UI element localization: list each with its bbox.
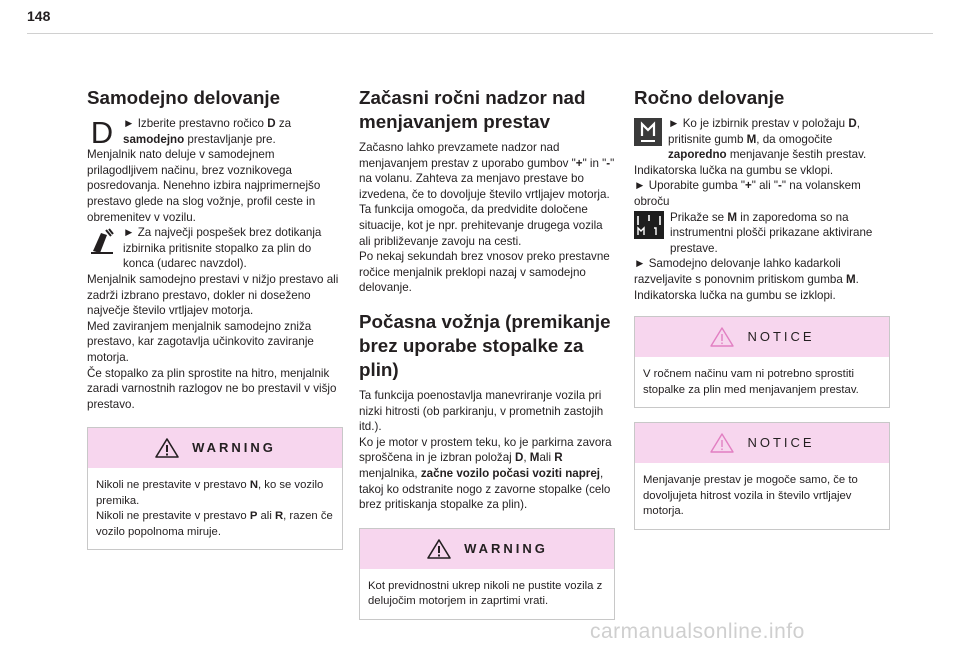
column-automatic-operation xyxy=(87,78,343,550)
warning-triangle-icon xyxy=(154,437,180,459)
paragraph-use-paddles: ► Uporabite gumba "+" ali "-" na volanskem obroču xyxy=(634,179,861,208)
notice-text: V ročnem načinu vam ni potrebno sprostiti stopalke za plin med menjavanjem prestav. xyxy=(643,368,859,396)
paragraph-display-gear: Prikaže se M in zaporedoma so na instrumentni plošči prikazane aktivirane prestave. xyxy=(634,210,890,257)
notice-header: NOTICE xyxy=(635,423,889,463)
paragraph-press-m: ► Ko je izbirnik prestav v položaju D, pritisnite gumb M, da omogočite zaporedno menjavanje šestih prestav. xyxy=(634,116,890,163)
paragraph-anticipate: Ta funkcija omogoča, da predvidite določene situacije, kot je npr. prehitevanje drugega vozila ali približevanje zavoju na cesti. xyxy=(359,203,603,248)
notice-box xyxy=(634,422,890,530)
notice-triangle-icon xyxy=(709,432,735,454)
paragraph-light-off: Indikatorska lučka na gumbu se izklopi. xyxy=(634,288,836,302)
m-button-icon xyxy=(634,118,662,151)
paragraph-select-d: D ► Izberite prestavno ročico D za samodejno prestavljanje pre. xyxy=(87,116,343,147)
paragraph-return-auto: Po nekaj sekundah brez vnosov preko prestavne ročice menjalnik preklopi nazaj v samodejno delovanje. xyxy=(359,250,610,295)
paragraph-engine-braking: Med zaviranjem menjalnik samodejno zniža prestavo, kar zagotavlja učinkovito zaviranje motorja. xyxy=(87,319,314,364)
notice-triangle-icon xyxy=(709,326,735,348)
paragraph-cancel-manual: ► Samodejno delovanje lahko kadarkoli razveljavite s ponovnim pritiskom gumba M. xyxy=(634,257,859,286)
notice-text: Menjavanje prestav je mogoče samo, če to dovoljujeta hitrost vozila in število vrtljajev motorja. xyxy=(643,474,858,518)
section-title-temporary-manual: Začasni ročni nadzor nad menjavanjem prestav xyxy=(359,87,586,132)
drive-d-icon: D xyxy=(90,115,114,150)
paragraph-light-on: Indikatorska lučka na gumbu se vklopi. xyxy=(634,163,834,177)
warning-box xyxy=(359,528,615,620)
warning-header: WARNING xyxy=(88,428,342,468)
warning-text: Kot previdnostni ukrep nikoli ne pustite vozila z delujočim motorjem in zaprtimi vrati. xyxy=(368,579,603,608)
notice-box xyxy=(634,316,890,408)
notice-header: NOTICE xyxy=(635,317,889,357)
paragraph-low-speed: Ta funkcija poenostavlja manevriranje vozila pri nizki hitrosti (ob parkiranju, v prometnih zastojih itd.). xyxy=(359,388,604,434)
section-title-automatic: Samodejno delovanje xyxy=(87,87,281,108)
section-title-manual: Ročno delovanje xyxy=(634,87,785,108)
warning-text: Nikoli ne prestavite v prestavo N, ko se vozilo premika. Nikoli ne prestavite v prestavo P ali R, razen če vozilo popolnoma miruje. xyxy=(96,479,333,538)
column-manual-operation xyxy=(634,78,890,530)
paragraph-kickdown: ► Za največji pospešek brez dotikanja izbirnika pritisnite stopalko za plin do konca (udarec navzdol). xyxy=(87,225,343,272)
section-title-creep: Počasna vožnja (premikanje brez uporabe stopalke za plin) xyxy=(359,310,611,380)
warning-triangle-icon xyxy=(426,538,452,560)
watermark: carmanualsonline.info xyxy=(590,620,805,643)
page-number: 148 xyxy=(27,8,51,24)
warning-box xyxy=(87,427,343,550)
header-divider xyxy=(27,33,933,34)
warning-header: WARNING xyxy=(360,529,614,569)
column-temporary-manual xyxy=(359,78,615,620)
paragraph-adaptive-mode: Menjalnik nato deluje v samodejnem prilagodljivem načinu, brez voznikovega posredovanja. Nenehno izbira najprimernejšo prestavo glede na slog vožnje, profil ceste in obremenitev v vozilu. xyxy=(87,148,321,224)
paragraph-creep: Ko je motor v prostem teku, ko je parkirna zavora sproščena in je izbran položaj D, Mali R menjalnika, začne vozilo počasi voziti naprej, takoj ko odstranite nogo z zavorne stopalke (celo brez pritiskanja stopalke za plin). xyxy=(359,435,612,512)
accelerator-pedal-icon xyxy=(89,227,115,260)
gear-display-icon xyxy=(634,211,664,244)
paragraph-paddles: Začasno lahko prevzamete nadzor nad menjavanjem prestav z uporabo gumbov "+" in "-" na volanu. Zahteva za menjavo prestave bo izvedena, če to dovoljuje število vrtljajev motorja. xyxy=(359,141,615,201)
paragraph-release-accelerator: Če stopalko za plin sprostite na hitro, menjalnik zaradi varnostnih razlogov ne bo prestavil v višjo prestavo. xyxy=(87,366,337,411)
paragraph-downshift: Menjalnik samodejno prestavi v nižjo prestavo ali zadrži izbrano prestavo, dokler ni doseženo največje število vrtljajev motorja. xyxy=(87,272,339,318)
